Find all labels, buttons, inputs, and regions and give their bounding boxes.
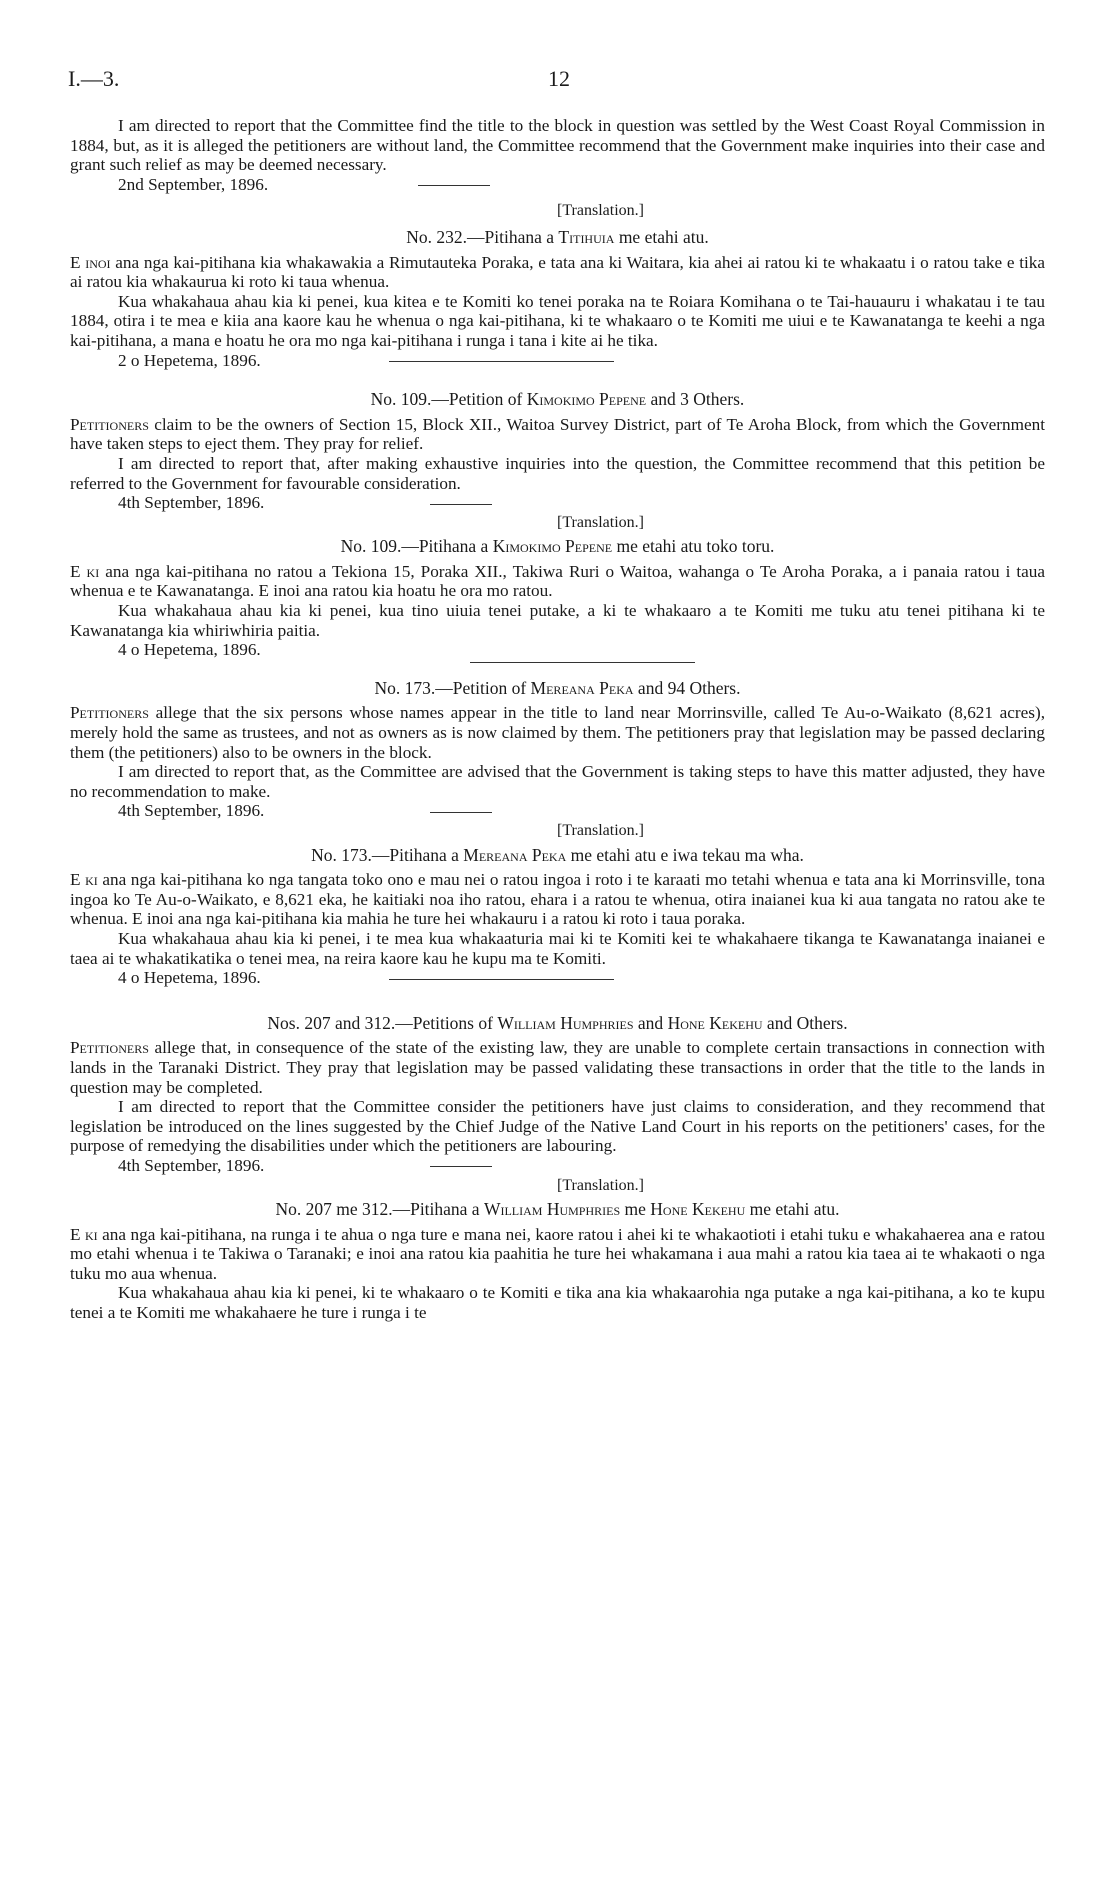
report-paragraph: Kua whakahaua ahau kia ki penei, ki te whakaaro o te Komiti e tika ana kia whakaarohia nga putake a nga kai-pitihana, a ko te kupu tenei a te Komiti me whakahaere he ture i runga i te <box>70 1283 1045 1323</box>
translation-label: [Translation.] <box>557 202 644 220</box>
petition-summary: Petitioners claim to be the owners of Section 15, Block XII., Waitoa Survey District, part of Te Aroha Block, from which the Government have taken steps to eject them. They pray for relief. <box>70 414 1045 454</box>
petitioner-name: Titihuia <box>558 226 615 247</box>
translation-label: [Translation.] <box>557 513 644 531</box>
petition-summary: E inoi ana nga kai-pitihana kia whakawakia a Rimutauteka Poraka, e tata ana ki Waitara, kia ahei ai ratou ki te whakaatu i o ratou take e tika ai ratou kia whakaurua ki roto ki taua whenua. <box>70 252 1045 292</box>
petitioner-name: William Humphries <box>483 1199 621 1220</box>
report-paragraph: Kua whakahaua ahau kia ki penei, i te mea kua whakaaturia mai ki te Komiti kei te whakahaere tikanga te Kawanatanga inaianei e taea ai te whakatikatika o tenei mea, na reira kaore kau he kupu ma te Komiti. <box>70 928 1045 968</box>
separator-rule <box>430 504 492 505</box>
report-date: 4th September, 1896. <box>70 493 1045 513</box>
petition-section <box>70 679 1045 821</box>
translation-section <box>70 821 1045 988</box>
report-date: 4 o Hepetema, 1896. <box>118 640 261 660</box>
translation-section <box>70 201 1045 370</box>
report-date: 2 o Hepetema, 1896. <box>70 351 1045 371</box>
translation-label: [Translation.] <box>557 1176 644 1194</box>
petitioner-name: Hone Kekehu <box>650 1199 746 1220</box>
translation-label: [Translation.] <box>557 822 644 839</box>
petition-summary: Petitioners allege that, in consequence of the state of the existing law, they are unable to complete certain transactions in connection with lands in the Taranaki District. They pray that legislation may be passed validating these transactions in order that the title to the lands in question may be completed. <box>70 1038 1045 1097</box>
petition-section <box>70 1014 1045 1176</box>
report-paragraph: Kua whakahaua ahau kia ki penei, kua tino uiuia tenei putake, a ki te whakaaro a te Komiti me tuku atu tenei pitihana ki te Kawanatanga kia whiriwhiria paitia. <box>70 601 1045 640</box>
report-date: 4 o Hepetema, 1896. <box>70 968 1045 988</box>
report-paragraph: I am directed to report that, after making exhaustive inquiries into the question, the Committee recommend that this petition be referred to the Government for favourable consideration. <box>70 453 1045 493</box>
separator-rule <box>389 979 614 980</box>
report-paragraph: I am directed to report that the Committee consider the petitioners have just claims to consideration, and they recommend that legislation be introduced on the lines suggested by the Chief Judge of the Native Land Court in his reports on the petitioners' cases, for the purpose of remedying the disabilities under which the petitioners are labouring. <box>70 1097 1045 1156</box>
petition-heading: No. 173.—Pitihana a Mereana Peka me etahi atu e iwa tekau ma wha. <box>311 844 804 865</box>
petition-summary: Petitioners allege that the six persons whose names appear in the title to land near Morrinsville, called Te Au-o-Waikato (8,621 acres), merely hold the same as trustees, and not as owners as is now claimed by them. The petitioners pray that legislation may be passed declaring them (the petitioners) also to be owners in the block. <box>70 703 1045 762</box>
report-date: 4th September, 1896. <box>70 1156 1045 1176</box>
report-paragraph: Kua whakahaua ahau kia ki penei, kua kitea e te Komiti ko tenei poraka na te Roiara Komihana o te Tai-hauauru i whakatau i te tau 1884, otira i te mea e kiia ana kaore kau he whenua o nga kai-pitihana, ki te whakaaro o te Komiti me uiui e te Kawanatanga te keehi a nga kai-pitihana, a mana e hoatu he ora mo nga kai-pitihana i runga i tana i kite ai he tika. <box>70 291 1045 350</box>
petition-heading: No. 173.—Petition of Mereana Peka and 94 Others. <box>374 677 741 698</box>
petition-heading: Nos. 207 and 312.—Petitions of William Humphries and Hone Kekehu and Others. <box>267 1012 848 1033</box>
report-date: 4th September, 1896. <box>70 801 1045 821</box>
separator-rule <box>470 662 695 663</box>
translation-section <box>70 513 1045 663</box>
petition-summary: E ki ana nga kai-pitihana, na runga i te ahua o nga ture e mana nei, kaore ratou i ahei ki te whakaotioti i etahi tuku e whakahaerea ana e ratou mo etahi whenua i te Takiwa o Taranaki; e inoi ana ratou kia paahitia he ture hei whakamana i aua mahi a ratou kia taea ai te whakaoti o nga tuku mo aua whenua. <box>70 1224 1046 1283</box>
translation-section <box>70 1176 1045 1323</box>
document-body <box>70 116 1045 1323</box>
petition-summary: E ki ana nga kai-pitihana no ratou a Tekiona 15, Poraka XII., Takiwa Ruri o Waitoa, wahanga o Te Aroha Poraka, a i panaia ratou i taua whenua e te Kawanatanga. E inoi ana ratou kia hoatu he ora mo ratou. <box>70 561 1045 601</box>
report-paragraph: I am directed to report that the Committee find the title to the block in question was settled by the West Coast Royal Commission in 1884, but, as it is alleged the petitioners are without land, the Committee recommend that the Government make inquiries into their case and grant such relief as may be deemed necessary. <box>70 116 1045 175</box>
separator-rule <box>430 1166 492 1167</box>
report-continuation <box>70 116 1045 194</box>
petition-summary: E ki ana nga kai-pitihana ko nga tangata toko ono e mau nei o ratou ingoa i roto i te karaati mo tetahi whenua e tata ana ki Morrinsville, tona ingoa ko Te Au-o-Waikato, e 8,621 eka, he kaitiaki noa iho ratou, ehara i a ratou te whenua, otira inaianei kua ki aua tangata no ratou ake te whenua. E inoi ana nga kai-pitihana kia mahia he ture hei whakauru i a ratou ki roto i taua poraka. <box>70 870 1045 929</box>
report-date: 2nd September, 1896. <box>70 175 1045 195</box>
page-number: 12 <box>548 66 570 91</box>
report-paragraph: I am directed to report that, as the Committee are advised that the Government is taking steps to have this matter adjusted, they have no recommendation to make. <box>70 762 1045 801</box>
petitioner-name: Mereana Peka <box>530 677 634 698</box>
petition-heading: No. 109.—Pitihana a Kimokimo Pepene me etahi atu toko toru. <box>340 536 775 557</box>
petition-section <box>70 390 1045 513</box>
petition-heading: No. 207 me 312.—Pitihana a William Humphries me Hone Kekehu me etahi atu. <box>275 1199 840 1220</box>
petitioner-name: Kimokimo Pepene <box>492 536 613 557</box>
petitioner-name: Mereana Peka <box>463 844 567 865</box>
petitioner-name: Kimokimo Pepene <box>526 389 647 410</box>
petition-heading: No. 232.—Pitihana a Titihuia me etahi atu. <box>406 226 709 247</box>
petition-heading: No. 109.—Petition of Kimokimo Pepene and 3 Others. <box>370 389 745 410</box>
document-reference: I.—3. <box>68 66 120 91</box>
separator-rule <box>430 812 492 813</box>
petitioner-name: Hone Kekehu <box>667 1012 763 1033</box>
separator-rule <box>389 361 614 362</box>
petitioner-name: William Humphries <box>497 1012 634 1033</box>
separator-rule <box>418 185 490 186</box>
